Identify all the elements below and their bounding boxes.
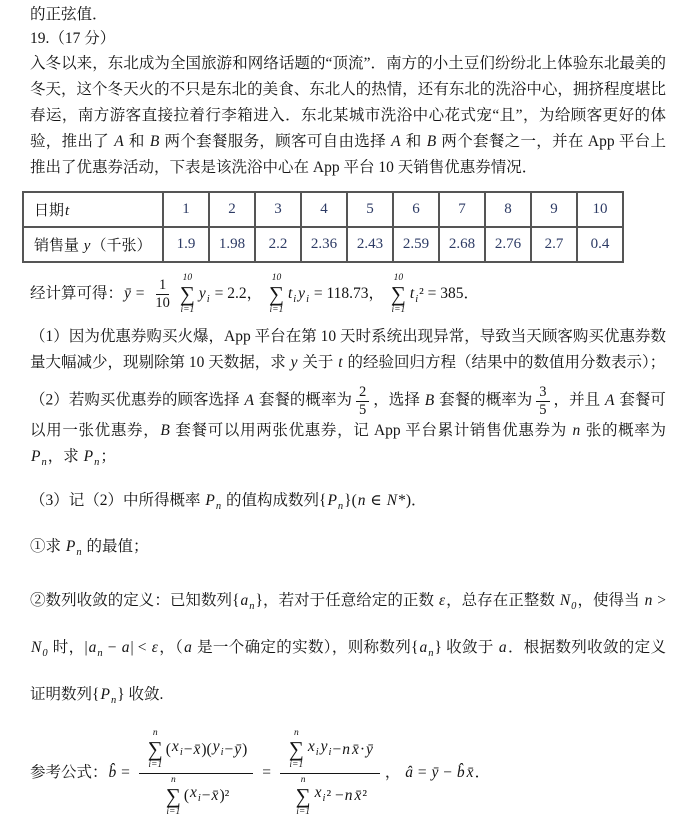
math-subscripted-variable	[240, 592, 256, 613]
summation-upper-limit: 10	[271, 273, 282, 283]
fraction-denominator: 10	[155, 294, 170, 311]
math-variable: b̂	[108, 764, 117, 782]
math-subscript: i	[322, 793, 326, 805]
text-run: −	[332, 740, 342, 758]
summation	[148, 728, 163, 771]
math-subscripted-variable	[189, 780, 202, 812]
math-variable: N	[31, 639, 42, 657]
table-cell: 9	[531, 192, 577, 227]
summation-lower-limit: i=1	[148, 760, 163, 771]
math-variable: a	[184, 639, 192, 657]
math-subscript: n	[337, 501, 344, 513]
math-subscript: i	[220, 746, 224, 758]
text-run: ①求	[30, 538, 65, 556]
math-subscripted-variable	[65, 538, 83, 559]
text-run: −	[183, 740, 193, 758]
big-fraction	[139, 727, 254, 820]
text-run: 是一个确定的实数），则称数列	[192, 639, 412, 657]
math-variable: n	[342, 740, 350, 758]
text-run: −	[439, 764, 456, 782]
fraction	[356, 384, 369, 418]
math-variable: B	[149, 133, 160, 150]
summation-upper-limit: n	[293, 728, 299, 739]
math-variable: A	[605, 391, 615, 409]
math-variable: y	[198, 284, 206, 302]
previous-line-fragment: 的正弦值．	[30, 6, 108, 23]
math-subscripted-variable	[320, 734, 333, 766]
text-run: ；	[100, 448, 116, 466]
math-variable: a	[498, 639, 507, 657]
text-run: )(	[201, 740, 212, 758]
table-cell: 6	[393, 192, 439, 227]
math-subscripted-variable	[30, 639, 49, 660]
fraction-denominator: 5	[539, 401, 547, 418]
sigma-symbol: ∑	[147, 737, 163, 762]
math-variable: b̂	[456, 764, 465, 782]
math-variable: ε	[438, 592, 446, 610]
text-run: 张的概率为	[581, 422, 666, 440]
math-subscript: n	[41, 457, 47, 469]
text-run: =	[131, 284, 149, 302]
math-variable: P	[205, 492, 215, 510]
summation-upper-limit: 10	[393, 273, 404, 283]
math-variable: x̄	[193, 740, 201, 758]
math-variable: x	[189, 784, 197, 802]
text-run: = 118.73，	[309, 284, 388, 302]
math-subscript: i	[197, 793, 201, 805]
fraction-numerator: 1	[156, 277, 169, 295]
text-run: (	[351, 492, 357, 510]
math-subscript: n	[97, 648, 103, 660]
table-row-sales	[23, 227, 623, 262]
text-run: 收敛于	[441, 639, 498, 657]
math-subscript: i	[415, 293, 419, 305]
math-variable: a	[88, 639, 97, 657]
math-variable: y	[212, 737, 220, 755]
math-subscripted-variable	[418, 639, 434, 660]
text-run: ．	[474, 764, 491, 782]
text-run: 套餐可以用一张优惠券，	[30, 391, 666, 440]
math-subscripted-variable	[88, 639, 104, 660]
text-run: *)．	[398, 492, 427, 510]
text-run: （千张）	[91, 238, 152, 254]
text-run: ，并且	[553, 391, 605, 409]
math-variable: t	[409, 284, 415, 302]
math-variable: P	[327, 492, 337, 510]
math-variable: y	[320, 737, 328, 755]
row-label-sales	[23, 227, 163, 262]
text-run: }	[117, 686, 125, 704]
math-variable: t	[338, 353, 343, 371]
sub-question-1	[30, 534, 666, 566]
text-run: {	[411, 639, 419, 657]
text-run: 套餐的概率为	[435, 391, 533, 409]
question-3	[30, 488, 666, 520]
text-run: 的经验回归方程（结果中的数值用分数表示）；	[343, 353, 666, 371]
sigma-symbol: ∑	[268, 281, 284, 306]
math-subscripted-variable	[297, 284, 310, 305]
text-run: {	[232, 592, 240, 610]
math-variable: x	[307, 737, 315, 755]
summation	[296, 775, 311, 818]
big-fraction-denominator	[287, 774, 373, 820]
fraction-numerator: 3	[536, 384, 549, 402]
math-variable: â	[405, 764, 414, 782]
text-run: =	[117, 764, 134, 782]
math-subscripted-variable	[287, 284, 297, 305]
math-variable: x̄	[211, 787, 219, 805]
text-run: )	[242, 740, 248, 758]
text-run: )²	[219, 787, 230, 805]
text-run: ² = 385．	[419, 284, 480, 302]
math-subscript: i	[306, 293, 309, 305]
table-cell: 5	[347, 192, 393, 227]
table-cell: 2.2	[255, 227, 301, 262]
math-variable: x	[171, 737, 179, 755]
math-variable: x̄	[466, 764, 474, 782]
text-run: ∈	[366, 492, 386, 510]
summation-lower-limit: i=1	[180, 304, 195, 315]
table-cell: 3	[255, 192, 301, 227]
row-label-date	[23, 192, 163, 227]
table-cell: 2.68	[439, 227, 485, 262]
text-run: 收敛.	[124, 686, 164, 704]
math-variable: B	[160, 422, 170, 440]
table-cell: 2.76	[485, 227, 531, 262]
text-run: 销售量	[34, 238, 83, 254]
summation-upper-limit: n	[152, 728, 158, 739]
fraction	[152, 277, 173, 311]
text-run: ，求	[47, 448, 83, 466]
summation	[269, 273, 284, 316]
math-variable: ȳ	[431, 764, 439, 782]
math-subscripted-variable	[83, 448, 101, 469]
text-run: (	[165, 740, 171, 758]
math-subscript: n	[76, 547, 82, 559]
text-run: ² −	[326, 787, 344, 805]
text-run: 两个套餐服务，顾客可自由选择	[160, 133, 391, 150]
math-subscripted-variable	[30, 448, 48, 469]
math-subscripted-variable	[409, 284, 419, 305]
reference-formula	[30, 727, 666, 820]
table-cell: 7	[439, 192, 485, 227]
math-subscript: n	[215, 501, 222, 513]
math-variable: t	[65, 203, 70, 219]
math-variable: A	[391, 133, 401, 150]
text-run: (	[183, 787, 189, 805]
math-variable: n	[344, 787, 353, 805]
text-run: =	[258, 764, 275, 782]
math-variable: N	[559, 592, 571, 610]
math-variable: N	[386, 492, 398, 510]
calc-summary-formula	[30, 273, 666, 316]
math-variable: n	[644, 592, 653, 610]
fraction	[536, 384, 549, 418]
math-subscripted-variable	[198, 284, 211, 305]
math-subscripted-variable	[314, 780, 327, 812]
sales-table	[22, 191, 624, 263]
math-variable: n	[572, 422, 581, 440]
math-variable: a	[419, 639, 428, 657]
big-fraction	[280, 727, 380, 820]
math-subscript: n	[94, 457, 100, 469]
text-run: （1）因为优惠券购买火爆，App 平台在第 10 天时系统出现异常，导致当天顾客购买优惠券数量大幅减少，现剔除第 10 天数据，求	[30, 327, 666, 371]
math-subscript: n	[428, 648, 434, 660]
math-variable: x	[314, 784, 322, 802]
table-cell: 2.7	[531, 227, 577, 262]
math-variable: a	[240, 592, 249, 610]
text-run: ，若对于任意给定的正数	[262, 592, 438, 610]
math-variable: n	[357, 492, 366, 510]
table-cell: 4	[301, 192, 347, 227]
math-variable: t	[287, 284, 293, 302]
big-fraction-numerator	[280, 727, 380, 774]
text-run: 和	[401, 133, 426, 150]
fraction-numerator: 2	[356, 384, 369, 402]
text-run: ，选择	[373, 391, 424, 409]
text-run: 的最值；	[82, 538, 149, 556]
text-run: 关于	[298, 353, 338, 371]
math-variable: y	[290, 353, 298, 371]
math-variable: ε	[151, 639, 158, 657]
question-1	[30, 324, 666, 376]
text-run: 时，|	[48, 639, 88, 657]
math-variable: ȳ	[234, 740, 242, 758]
sub-question-2	[30, 580, 666, 721]
math-subscript: n	[249, 601, 255, 613]
math-subscripted-variable	[99, 686, 117, 707]
text-run: ·	[359, 740, 365, 758]
math-variable: x̄	[354, 787, 362, 805]
math-variable: A	[114, 133, 124, 150]
text-run: 两个套餐之一，并在 App 平台上推出了优惠券活动，下表是该洗浴中心在 App 平台 10 天销售优惠券情况．	[30, 133, 666, 176]
sigma-symbol: ∑	[288, 737, 304, 762]
table-cell: 2.43	[347, 227, 393, 262]
math-variable: ȳ	[124, 284, 131, 302]
math-subscripted-variable	[307, 734, 320, 766]
table-cell: 10	[577, 192, 623, 227]
table-cell: 2.59	[393, 227, 439, 262]
summation-upper-limit: n	[300, 775, 306, 786]
text-run: ，（	[158, 639, 184, 657]
math-subscripted-variable	[326, 492, 344, 513]
table-row-date	[23, 192, 623, 227]
summation-lower-limit: i=1	[296, 806, 311, 817]
summation	[289, 728, 304, 771]
text-run: 的值构成数列	[222, 492, 319, 510]
table-cell: 1.9	[163, 227, 209, 262]
summation-lower-limit: i=1	[269, 304, 284, 315]
text-run: >	[653, 592, 666, 610]
text-run: （3）记（2）中所得概率	[30, 492, 205, 510]
text-run: ．根据数列收敛的定义证明数列	[30, 639, 666, 704]
math-subscript: i	[179, 746, 183, 758]
text-run: ，总存在正整数	[446, 592, 559, 610]
table-cell: 0.4	[577, 227, 623, 262]
math-variable: A	[244, 391, 254, 409]
text-run: ，使得当	[577, 592, 644, 610]
intro-paragraph	[30, 51, 666, 181]
math-subscript: 0	[571, 601, 577, 613]
math-variable: y	[83, 238, 91, 254]
text-run: =	[414, 764, 431, 782]
math-subscript: 0	[42, 648, 48, 660]
summation-lower-limit: i=1	[391, 304, 406, 315]
text-run: （2）若购买优惠券的顾客选择	[30, 391, 244, 409]
text-run: {	[92, 686, 100, 704]
summation-lower-limit: i=1	[289, 760, 304, 771]
table-cell: 2.36	[301, 227, 347, 262]
text-run: 经计算可得：	[30, 284, 124, 302]
summation-upper-limit: n	[170, 775, 176, 786]
text-run: −	[201, 787, 211, 805]
table-cell: 8	[485, 192, 531, 227]
summation-lower-limit: i=1	[166, 806, 181, 817]
text-run: ②数列收敛的定义：已知数列	[30, 592, 233, 610]
fraction-denominator: 5	[359, 401, 367, 418]
math-variable: x̄	[351, 740, 359, 758]
summation	[180, 273, 195, 316]
table-cell: 2	[209, 192, 255, 227]
table-cell: 1	[163, 192, 209, 227]
math-variable: B	[424, 391, 435, 409]
math-subscripted-variable	[204, 492, 222, 513]
text-run: 套餐可以用两张优惠券，记 App 平台累计销售优惠券为	[170, 422, 572, 440]
sigma-symbol: ∑	[179, 281, 195, 306]
math-subscript: i	[315, 746, 319, 758]
text-run: 套餐的概率为	[254, 391, 352, 409]
math-subscript: i	[293, 293, 297, 305]
text-run: {	[319, 492, 327, 510]
text-run: }	[255, 592, 263, 610]
text-run: 入冬以来，东北成为全国旅游和网络话题的“顶流”．南方的小土豆们纷纷北上体验东北最美的冬天，这个冬天火的不只是东北的美食、东北人的热情，还有东北的洗浴中心，拥挤程度堪比春运，南方游客直接拉着行李箱进入．东北某城市洗浴中心花式宠“且”，为给顾客更好的体验，推出了	[30, 55, 666, 150]
table-cell: 1.98	[209, 227, 255, 262]
text-run: 和	[124, 133, 149, 150]
math-variable: a	[121, 639, 130, 657]
math-variable: ȳ	[366, 740, 373, 758]
math-variable: P	[100, 686, 110, 704]
text-run: | <	[130, 639, 151, 657]
text-run: −	[103, 639, 121, 657]
text-run: ²	[362, 787, 368, 805]
math-variable: B	[426, 133, 437, 150]
text-run: = 2.2，	[210, 284, 266, 302]
summation	[391, 273, 406, 316]
math-subscripted-variable	[559, 592, 578, 613]
text-run: 日期	[34, 203, 65, 219]
text-run: 参考公式：	[30, 764, 108, 782]
math-variable: y	[298, 284, 306, 302]
text-run: ，	[384, 764, 405, 782]
math-subscript: n	[110, 695, 117, 707]
sigma-symbol: ∑	[165, 783, 181, 808]
math-variable: P	[83, 448, 94, 466]
math-subscript: i	[206, 293, 210, 305]
big-fraction-numerator	[139, 727, 254, 774]
sigma-symbol: ∑	[295, 783, 311, 808]
summation	[166, 775, 181, 818]
big-fraction-denominator	[157, 774, 235, 820]
math-subscript: i	[328, 746, 332, 758]
text-run: }	[344, 492, 352, 510]
problem-number: 19.（17 分）	[30, 30, 116, 47]
math-subscripted-variable	[212, 734, 225, 766]
sigma-symbol: ∑	[390, 281, 406, 306]
question-2	[30, 384, 666, 476]
math-variable: P	[31, 448, 41, 466]
text-run: }	[434, 639, 442, 657]
summation-upper-limit: 10	[182, 273, 193, 283]
text-run: −	[224, 740, 234, 758]
math-subscripted-variable	[171, 734, 184, 766]
math-variable: P	[65, 538, 76, 556]
